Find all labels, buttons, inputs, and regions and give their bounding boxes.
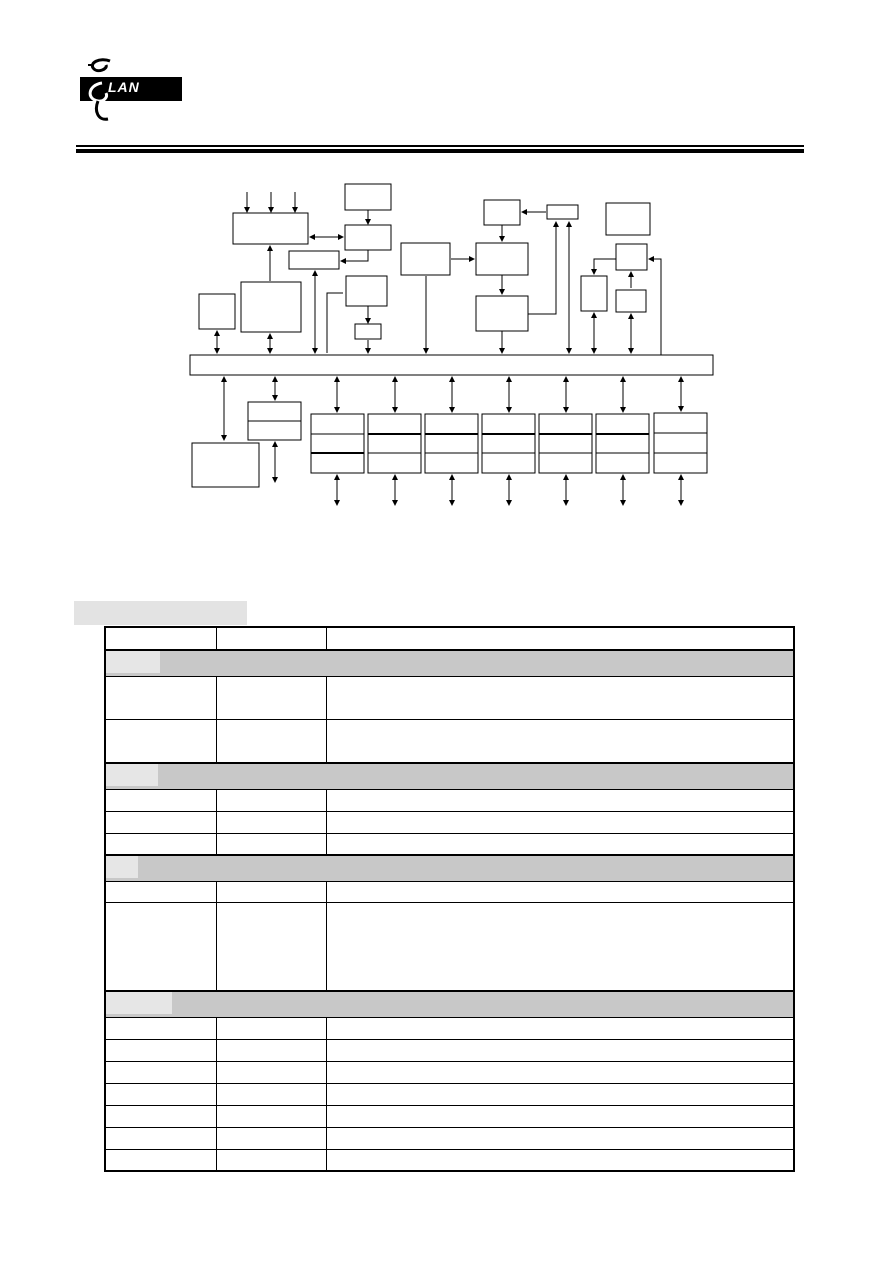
timing-control-block <box>241 282 301 332</box>
table-cell <box>105 882 216 903</box>
table-cell <box>105 1127 216 1149</box>
ir-control-block <box>289 251 339 269</box>
table-cell <box>105 811 216 833</box>
rom-block <box>401 243 450 275</box>
table-cell <box>326 1083 794 1105</box>
instruction-decoder-block <box>476 296 528 331</box>
table-cell <box>326 720 794 763</box>
table-row <box>105 1105 794 1127</box>
table-cell <box>105 677 216 720</box>
reset-block <box>199 294 235 329</box>
table-row <box>105 833 794 855</box>
table-cell <box>216 1127 326 1149</box>
instruction-register-block <box>476 243 528 275</box>
table-cell <box>216 1017 326 1039</box>
ram-block <box>606 203 650 235</box>
group-label <box>106 651 160 673</box>
group-row <box>105 855 794 882</box>
table-row <box>105 1039 794 1061</box>
group-row <box>105 763 794 790</box>
table-cell <box>216 903 326 991</box>
io-port-2 <box>368 377 421 505</box>
pin-description-heading <box>74 601 247 625</box>
table-cell <box>326 1039 794 1061</box>
table-cell <box>326 1061 794 1083</box>
table-cell <box>105 1061 216 1083</box>
table-cell <box>216 1039 326 1061</box>
table-cell <box>326 882 794 903</box>
r3-block <box>616 290 646 312</box>
prescaler-block <box>345 225 391 250</box>
table-cell <box>326 833 794 855</box>
group-label <box>106 856 138 878</box>
table-cell <box>105 833 216 855</box>
header-cell <box>105 627 216 650</box>
table-row <box>105 1149 794 1171</box>
table-header-row <box>105 627 794 650</box>
group-label <box>106 764 158 786</box>
table-cell <box>216 789 326 811</box>
acc-block <box>581 276 607 311</box>
table-cell <box>105 1083 216 1105</box>
tcc-block <box>355 324 381 339</box>
table-cell <box>216 1061 326 1083</box>
table-cell <box>216 720 326 763</box>
table-row <box>105 789 794 811</box>
wdt-block <box>345 184 391 210</box>
group-label <box>106 992 172 1014</box>
table-cell <box>216 811 326 833</box>
table-row <box>105 1083 794 1105</box>
table-cell <box>105 1039 216 1061</box>
table-cell <box>105 1149 216 1171</box>
io-port-4 <box>482 377 535 505</box>
table-row <box>105 882 794 903</box>
pc-block <box>547 205 578 219</box>
table-cell <box>105 1017 216 1039</box>
table-cell <box>105 1105 216 1127</box>
alu-block <box>616 244 647 270</box>
table-cell <box>216 1083 326 1105</box>
io-port-6 <box>596 377 649 505</box>
table-row <box>105 811 794 833</box>
table-row <box>105 903 794 991</box>
table-cell <box>105 789 216 811</box>
table-cell <box>216 1105 326 1127</box>
logo-text: LAN <box>108 79 140 95</box>
io-port-3 <box>425 377 478 505</box>
table-row <box>105 1017 794 1039</box>
table-row <box>105 1061 794 1083</box>
table-cell <box>326 903 794 991</box>
table-cell <box>216 1149 326 1171</box>
table-cell <box>326 1017 794 1039</box>
header-cell <box>326 627 794 650</box>
stack-block <box>484 200 520 225</box>
header-cell <box>216 627 326 650</box>
group-row <box>105 991 794 1018</box>
table-cell <box>326 1105 794 1127</box>
table-cell <box>326 811 794 833</box>
table-row <box>105 720 794 763</box>
io-port-1 <box>311 377 364 505</box>
oscillator-block <box>233 213 308 244</box>
block-diagram <box>0 0 892 560</box>
group-row <box>105 650 794 677</box>
table-cell <box>326 1149 794 1171</box>
table-cell <box>216 677 326 720</box>
table-cell <box>326 1127 794 1149</box>
table-cell <box>326 677 794 720</box>
io-port-5 <box>539 377 592 505</box>
table-cell <box>326 789 794 811</box>
table-cell <box>216 882 326 903</box>
pin-description-table <box>104 626 795 1172</box>
table-row <box>105 677 794 720</box>
table-cell <box>216 833 326 855</box>
table-cell <box>105 903 216 991</box>
table-row <box>105 1127 794 1149</box>
timer-block <box>346 276 387 306</box>
internal-bus <box>190 355 713 375</box>
table-cell <box>105 720 216 763</box>
lcd-driver-block <box>192 443 259 487</box>
io-port-7 <box>654 377 707 505</box>
